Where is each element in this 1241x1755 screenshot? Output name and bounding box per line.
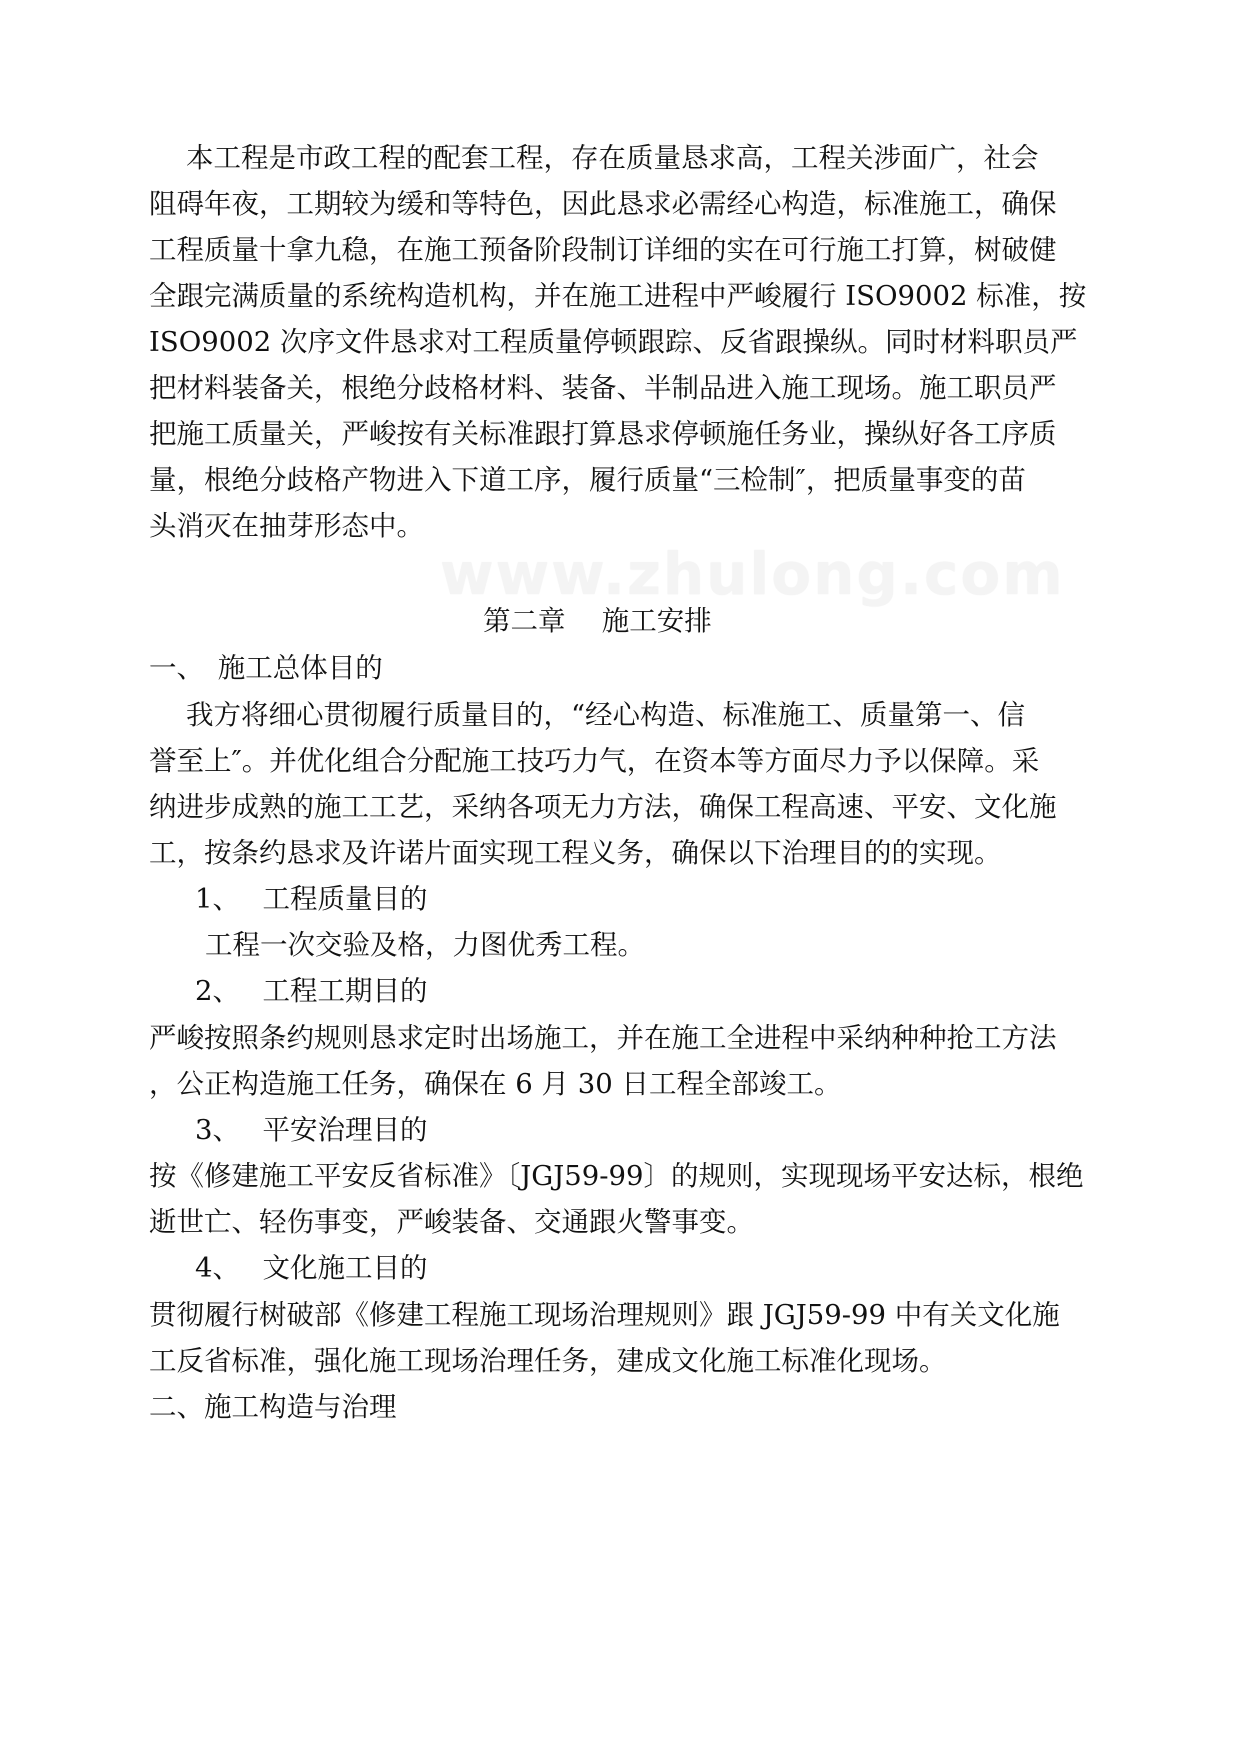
goal2-line-1: 严峻按照条约规则恳求定时出场施工，并在施工全进程中采纳种种抢工方法	[149, 1022, 1057, 1054]
goal4-heading: 4、 文化施工目的	[195, 1252, 428, 1284]
section2-heading: 二、施工构造与治理	[149, 1391, 397, 1423]
section1-heading: 一、 施工总体目的	[149, 652, 383, 684]
intro-line-7: 把施工质量关，严峻按有关标准跟打算恳求停顿施任务业，操纵好各工序质	[149, 418, 1057, 450]
intro-line-3: 工程质量十拿九稳，在施工预备阶段制订详细的实在可行施工打算，树破健	[149, 234, 1057, 266]
section1-line-3: 纳进步成熟的施工工艺，采纳各项无力方法，确保工程高速、平安、文化施	[149, 791, 1057, 823]
goal3-line-1: 按《修建施工平安反省标准》〔JGJ59-99〕的规则，实现现场平安达标，根绝	[149, 1160, 1084, 1192]
goal3-heading: 3、 平安治理目的	[195, 1114, 428, 1146]
intro-line-9: 头消灭在抽芽形态中。	[149, 510, 424, 542]
goal2-heading: 2、 工程工期目的	[195, 975, 428, 1007]
section1-line-4: 工，按条约恳求及许诺片面实现工程义务，确保以下治理目的的实现。	[149, 837, 1002, 869]
goal4-line-1: 贯彻履行树破部《修建工程施工现场治理规则》跟 JGJ59-99 中有关文化施	[149, 1299, 1060, 1331]
section1-line-2: 誉至上″。并优化组合分配施工技巧力气，在资本等方面尽力予以保障。采	[149, 745, 1040, 777]
intro-line-1: 本工程是市政工程的配套工程，存在质量恳求高，工程关涉面广，社会	[186, 142, 1039, 174]
goal2-line-2: ，公正构造施工任务，确保在 6 月 30 日工程全部竣工。	[149, 1068, 842, 1100]
goal1-heading: 1、 工程质量目的	[195, 883, 428, 915]
section1-line-1: 我方将细心贯彻履行质量目的，“经心构造、标准施工、质量第一、信	[186, 699, 1026, 731]
chapter-title: 第二章 施工安排	[483, 605, 712, 637]
goal4-line-2: 工反省标准，强化施工现场治理任务，建成文化施工标准化现场。	[149, 1345, 947, 1377]
goal1-text: 工程一次交验及格，力图优秀工程。	[205, 929, 645, 961]
watermark-text: www.zhulong.com	[440, 540, 1065, 608]
intro-line-2: 阻碍年夜，工期较为缓和等特色，因此恳求必需经心构造，标准施工，确保	[149, 188, 1057, 220]
intro-line-8: 量，根绝分歧格产物进入下道工序，履行质量“三检制″，把质量事变的苗	[149, 464, 1026, 496]
intro-line-5: ISO9002 次序文件恳求对工程质量停顿跟踪、反省跟操纵。同时材料职员严	[149, 326, 1078, 358]
goal3-line-2: 逝世亡、轻伤事变，严峻装备、交通跟火警事变。	[149, 1206, 754, 1238]
intro-line-6: 把材料装备关，根绝分歧格材料、装备、半制品进入施工现场。施工职员严	[149, 372, 1057, 404]
intro-line-4: 全跟完满质量的系统构造机构，并在施工进程中严峻履行 ISO9002 标准，按	[149, 280, 1087, 312]
